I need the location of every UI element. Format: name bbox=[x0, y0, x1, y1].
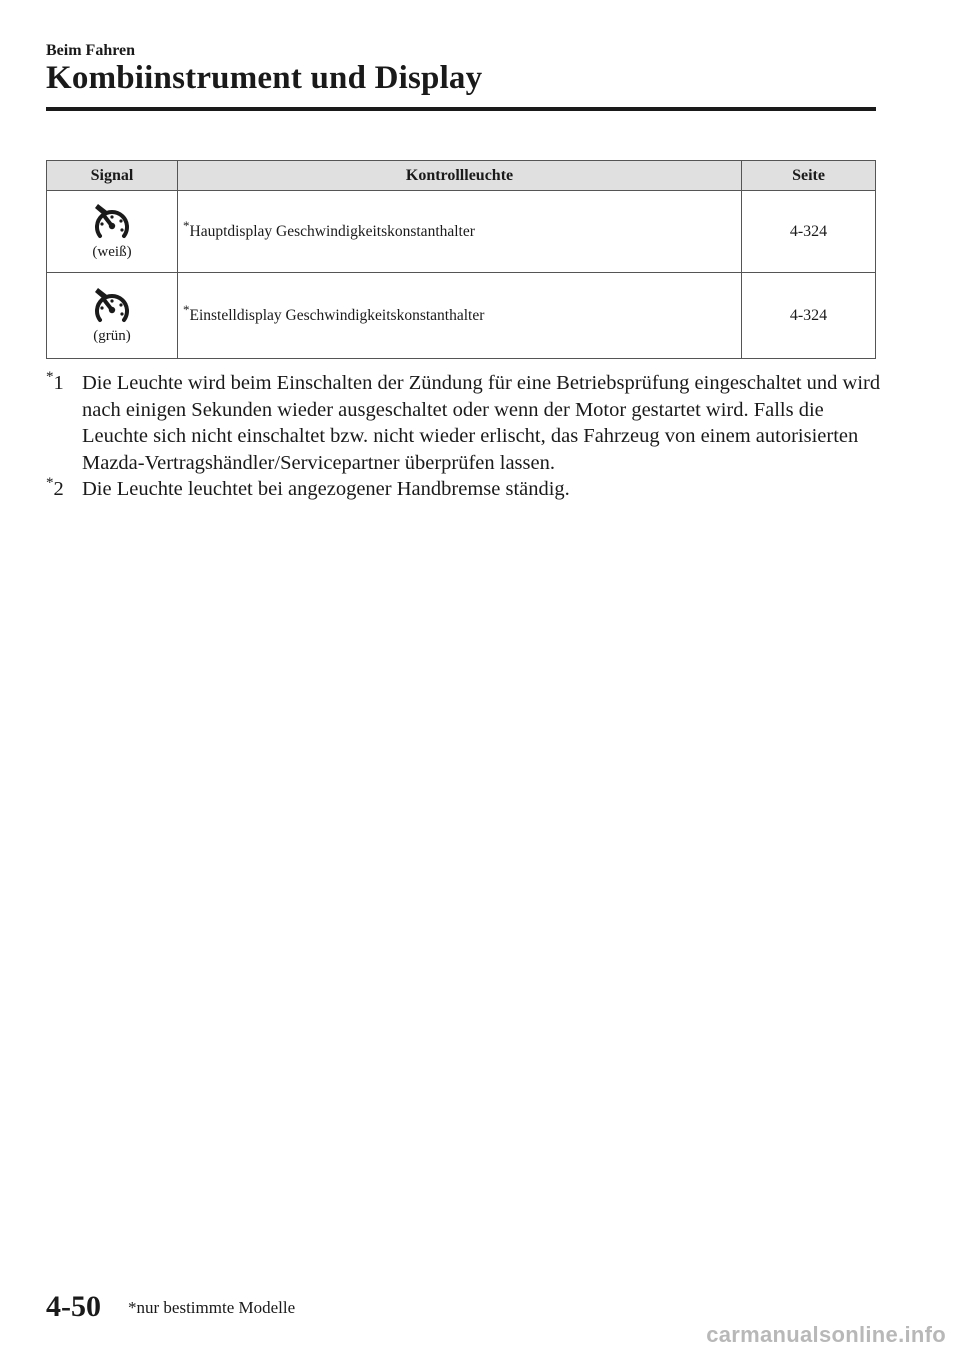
column-header-light: Kontrollleuchte bbox=[178, 161, 742, 191]
cruise-control-icon bbox=[91, 286, 133, 326]
column-header-page: Seite bbox=[742, 161, 876, 191]
footnotes bbox=[46, 370, 886, 503]
page-number: 4-50 bbox=[46, 1290, 101, 1323]
model-marker: * bbox=[183, 217, 190, 233]
light-name: Hauptdisplay Geschwindigkeitskonstanthalter bbox=[189, 222, 475, 240]
page-reference: 4-324 bbox=[742, 191, 876, 273]
signal-color-label: (grün) bbox=[93, 328, 131, 344]
light-cell bbox=[178, 273, 742, 359]
footnote-marker: *1 bbox=[46, 369, 64, 394]
table-row bbox=[47, 191, 876, 273]
signal-cell bbox=[47, 273, 178, 359]
table-header-row bbox=[47, 161, 876, 191]
footnote-1 bbox=[46, 370, 886, 476]
page-reference: 4-324 bbox=[742, 273, 876, 359]
footnote-2 bbox=[46, 476, 886, 503]
model-marker: * bbox=[183, 301, 190, 317]
page-title: Kombiinstrument und Display bbox=[46, 60, 483, 96]
signal-color-label: (weiß) bbox=[92, 244, 132, 260]
footnote-text: Die Leuchte wird beim Einschalten der Zündung für eine Betriebsprüfung eingeschaltet und wird nach einigen Sekunden wieder ausgeschaltet oder wenn der Motor gestartet wird. Falls die Leuchte sich nicht einschaltet bzw. nicht wieder erlischt, das Fahrzeug von einem autorisierten Mazda-Vertragshändler/Servicepartner überprüfen lassen. bbox=[82, 372, 881, 474]
table-row bbox=[47, 273, 876, 359]
light-name: Einstelldisplay Geschwindigkeitskonstanthalter bbox=[189, 306, 485, 324]
footer-note: *nur bestimmte Modelle bbox=[128, 1298, 296, 1317]
cruise-control-icon bbox=[91, 202, 133, 242]
signal-table bbox=[46, 160, 876, 359]
watermark[interactable]: carmanualsonline.info bbox=[706, 1322, 946, 1347]
signal-cell bbox=[47, 191, 178, 273]
light-cell bbox=[178, 191, 742, 273]
section-label: Beim Fahren bbox=[46, 42, 136, 59]
footnote-text: Die Leuchte leuchtet bei angezogener Handbremse ständig. bbox=[82, 478, 570, 500]
column-header-signal: Signal bbox=[47, 161, 178, 191]
footnote-marker: *2 bbox=[46, 475, 64, 500]
title-rule bbox=[46, 107, 876, 111]
